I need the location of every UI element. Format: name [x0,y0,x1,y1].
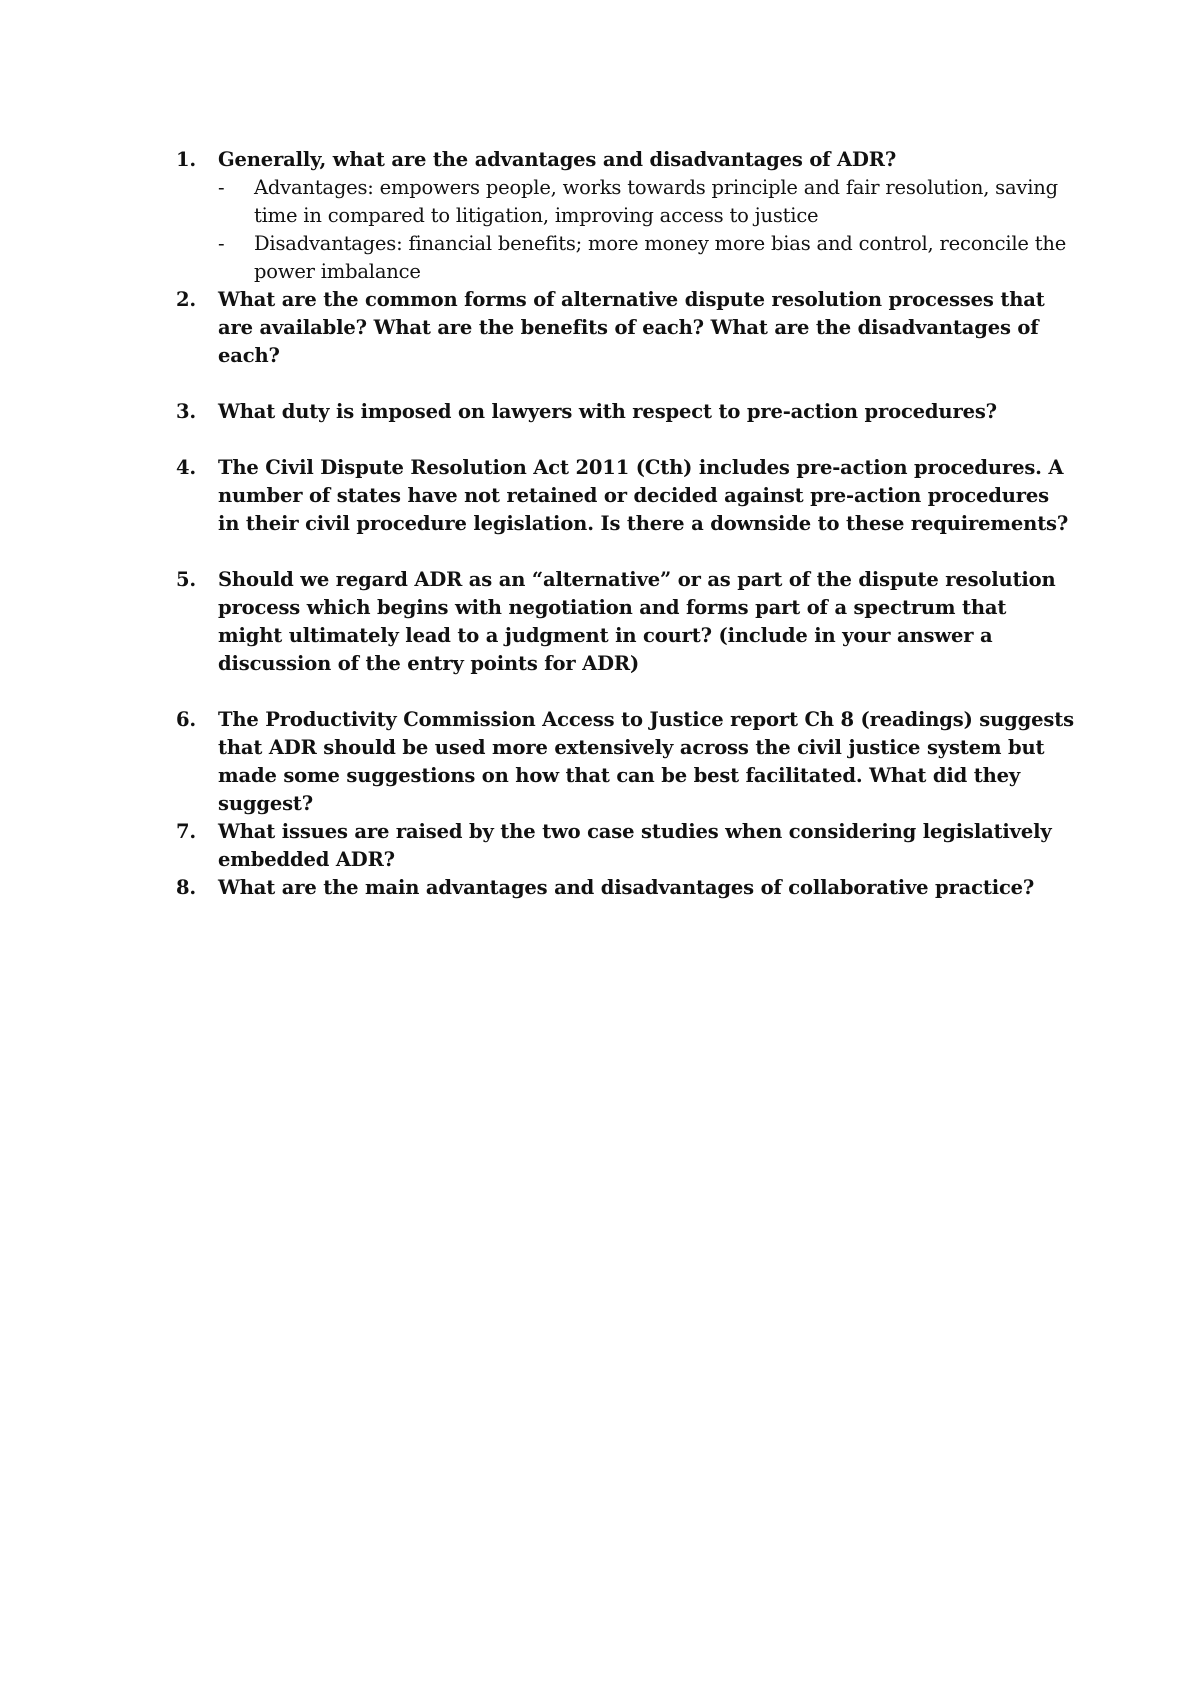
question-text: The Productivity Commission Access to Justice report Ch 8 (readings) suggests that ADR should be used more extensively across the civil justice system but made some suggestions on how that can be best facilitated. What did they suggest? [218,708,1074,815]
question-item [176,286,1076,370]
question-number: 8. [176,876,197,899]
question-number: 3. [176,400,197,423]
question-item [176,818,1076,874]
question-number: 7. [176,820,197,843]
question-number: 5. [176,568,197,591]
answer-point-text: Advantages: empowers people, works towards principle and fair resolution, saving time in compared to litigation, improving access to justice [254,176,1058,227]
answer-point-text: Disadvantages: financial benefits; more money more bias and control, reconcile the power imbalance [254,232,1067,283]
question-text: What are the main advantages and disadvantages of collaborative practice? [218,876,1035,899]
question-number: 4. [176,456,197,479]
question-list [176,146,1076,902]
question-number: 1. [176,148,197,171]
question-item [176,874,1076,902]
answer-point [218,230,1076,286]
question-text: What issues are raised by the two case studies when considering legislatively embedded ADR? [218,820,1052,871]
question-text: What are the common forms of alternative dispute resolution processes that are available? What are the benefits of each? What are the disadvantages of each? [218,288,1045,367]
question-text: Generally, what are the advantages and disadvantages of ADR? [218,148,897,171]
bullet-dash: - [218,232,225,255]
question-text: The Civil Dispute Resolution Act 2011 (Cth) includes pre-action procedures. A number of states have not retained or decided against pre-action procedures in their civil procedure legislation. Is there a downside to these requirements? [218,456,1069,535]
question-item [176,398,1076,426]
question-text: Should we regard ADR as an “alternative” or as part of the dispute resolution process which begins with negotiation and forms part of a spectrum that might ultimately lead to a judgment in court? (include in your answer a discussion of the entry points for ADR) [218,568,1056,675]
question-item [176,706,1076,818]
answer-points [218,174,1076,286]
bullet-dash: - [218,176,225,199]
question-number: 2. [176,288,197,311]
question-number: 6. [176,708,197,731]
question-item [176,566,1076,678]
question-item [176,454,1076,538]
answer-point [218,174,1076,230]
question-item [176,146,1076,286]
question-text: What duty is imposed on lawyers with respect to pre-action procedures? [218,400,997,423]
